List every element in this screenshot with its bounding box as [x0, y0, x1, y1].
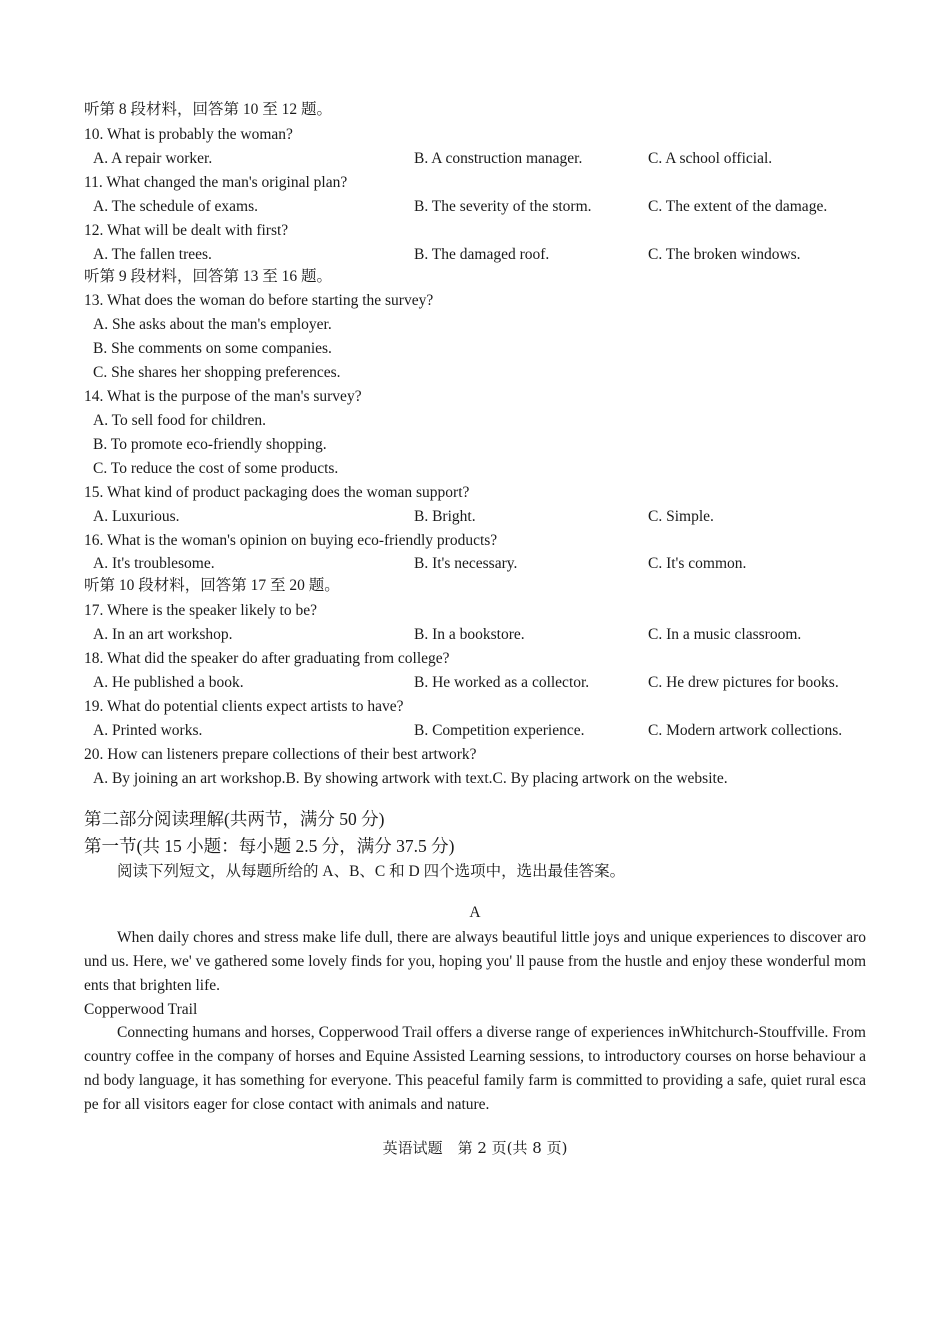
- option-a: A. A repair worker.: [93, 150, 213, 167]
- option-b: B. She comments on some companies.: [93, 340, 332, 357]
- option-b: B. By showing artwork with text.: [285, 770, 493, 787]
- option-row: [93, 197, 828, 217]
- question-stem: 11. What changed the man's original plan?: [84, 174, 348, 191]
- option-row: [93, 245, 801, 265]
- option-c: C. To reduce the cost of some products.: [93, 460, 339, 477]
- option-row: [93, 769, 728, 789]
- option-b: B. Bright.: [414, 508, 476, 525]
- option-c: C. In a music classroom.: [648, 626, 802, 643]
- option-c: C. She shares her shopping preferences.: [93, 364, 341, 381]
- passage-intro: When daily chores and stress make life dull, there are always beautiful little joys and unique experiences to discover around us. Here, we' ve gathered some lovely finds for you, hoping you' ll pause from the hustle and enjoy these wonderful moments that brighten life.: [84, 929, 866, 994]
- question-stem: 17. Where is the speaker likely to be?: [84, 602, 317, 619]
- option-c: C. It's common.: [648, 555, 747, 572]
- option-b: B. He worked as a collector.: [414, 674, 590, 691]
- question-stem: 16. What is the woman's opinion on buying eco-friendly products?: [84, 532, 498, 549]
- option-b: B. The severity of the storm.: [414, 198, 592, 215]
- option-a: A. To sell food for children.: [93, 412, 266, 429]
- passage-letter: A: [469, 904, 481, 921]
- option-c: C. Simple.: [648, 508, 714, 525]
- instruction: 阅读下列短文，从每题所给的 A、B、C 和 D 四个选项中，选出最佳答案。: [117, 863, 626, 880]
- option-a: A. In an art workshop.: [93, 626, 233, 643]
- option-b: B. Competition experience.: [414, 722, 585, 739]
- question-stem: 15. What kind of product packaging does the woman support?: [84, 484, 470, 501]
- option-a: A. The fallen trees.: [93, 246, 212, 263]
- question-stem: 18. What did the speaker do after graduating from college?: [84, 650, 450, 667]
- option-b: B. A construction manager.: [414, 150, 583, 167]
- option-row: [93, 507, 714, 527]
- option-a: A. By joining an art workshop.: [93, 770, 286, 787]
- section-subtitle: 第一节(共 15 小题：每小题 2.5 分，满分 37.5 分): [84, 836, 455, 856]
- option-a: A. Luxurious.: [93, 508, 180, 525]
- question-stem: 10. What is probably the woman?: [84, 126, 293, 143]
- passage-heading: Copperwood Trail: [84, 1001, 198, 1018]
- option-c: C. Modern artwork collections.: [648, 722, 843, 739]
- option-row: [93, 673, 839, 693]
- option-b: B. The damaged roof.: [414, 246, 550, 263]
- option-row: [93, 721, 843, 741]
- option-a: A. She asks about the man's employer.: [93, 316, 332, 333]
- section-header: 听第 9 段材料，回答第 13 至 16 题。: [84, 268, 333, 285]
- question-stem: 19. What do potential clients expect artists to have?: [84, 698, 404, 715]
- page-footer: 英语试题 第 2 页(共 8 页): [382, 1139, 568, 1157]
- option-c: C. He drew pictures for books.: [648, 674, 839, 691]
- question-stem: 13. What does the woman do before starting the survey?: [84, 292, 434, 309]
- option-row: [93, 625, 802, 645]
- option-a: A. Printed works.: [93, 722, 203, 739]
- option-c: C. The broken windows.: [648, 246, 801, 263]
- option-b: B. In a bookstore.: [414, 626, 525, 643]
- option-a: A. He published a book.: [93, 674, 244, 691]
- part-title: 第二部分阅读理解(共两节，满分 50 分): [84, 809, 385, 829]
- question-stem: 14. What is the purpose of the man's survey?: [84, 388, 362, 405]
- option-row: [93, 149, 773, 169]
- option-b: B. To promote eco-friendly shopping.: [93, 436, 327, 453]
- option-row: [93, 554, 747, 574]
- option-c: C. The extent of the damage.: [648, 198, 828, 215]
- question-stem: 12. What will be dealt with first?: [84, 222, 289, 239]
- option-b: B. It's necessary.: [414, 555, 518, 572]
- section-header: 听第 10 段材料，回答第 17 至 20 题。: [84, 577, 340, 594]
- option-c: C. A school official.: [648, 150, 773, 167]
- option-a: A. It's troublesome.: [93, 555, 215, 572]
- section-header: 听第 8 段材料，回答第 10 至 12 题。: [84, 101, 333, 118]
- question-stem: 20. How can listeners prepare collections of their best artwork?: [84, 746, 477, 763]
- option-a: A. The schedule of exams.: [93, 198, 258, 215]
- passage-body: Connecting humans and horses, Copperwood Trail offers a diverse range of experiences inWhitchurch-Stouffville. From country coffee in the company of horses and Equine Assisted Learning sessions, to introductory courses on horse behaviour and body language, it has something for everyone. This peaceful family farm is committed to providing a safe, quiet rural escape for all visitors eager for close contact with animals and nature.: [84, 1024, 866, 1113]
- option-c: C. By placing artwork on the website.: [492, 770, 728, 787]
